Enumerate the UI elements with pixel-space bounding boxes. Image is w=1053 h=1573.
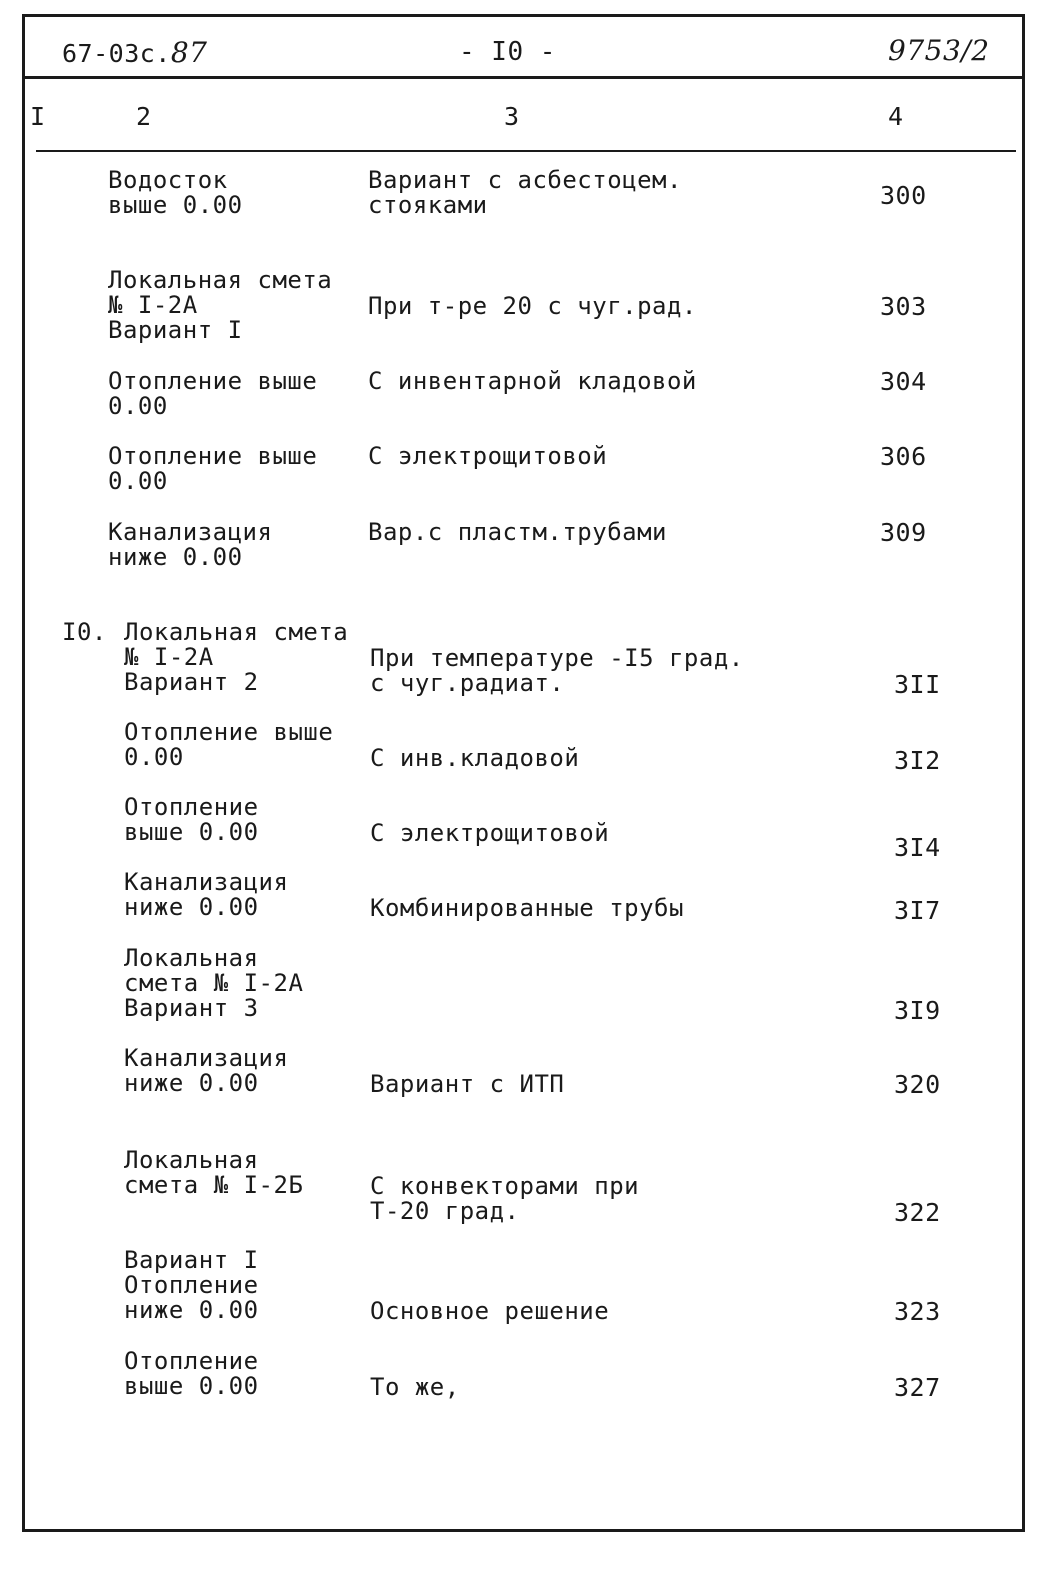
row-1-page: 300 (880, 181, 927, 210)
row-9-name: Канализация ниже 0.00 (124, 868, 289, 921)
row-2-name: Локальная смета № I-2А Вариант I (108, 266, 333, 344)
row-3-desc: С инвентарной кладовой (368, 367, 697, 395)
row-12-desc: С конвекторами при Т-20 град. (370, 1172, 640, 1225)
row-7-name: Отопление выше 0.00 (124, 718, 334, 771)
row-6-desc: При температуре -I5 град. с чуг.радиат. (370, 644, 744, 697)
row-3-page: 304 (880, 367, 927, 396)
row-4-page: 306 (880, 442, 927, 471)
row-8-page: 3I4 (894, 833, 941, 862)
row-11-name: Канализация ниже 0.00 (124, 1044, 289, 1097)
row-1-name: Водосток выше 0.00 (108, 166, 243, 219)
row-13-page: 323 (894, 1297, 941, 1326)
row-5-desc: Вар.с пластм.трубами (368, 518, 667, 546)
column-header-4: 4 (888, 102, 904, 131)
row-1-desc: Вариант с асбестоцем. стояками (368, 166, 682, 219)
row-14-desc: То же, (370, 1373, 460, 1401)
row-2-desc: При т-ре 20 с чуг.рад. (368, 292, 697, 320)
header-divider (22, 76, 1025, 79)
row-6-page: 3II (894, 670, 941, 699)
row-8-name: Отопление выше 0.00 (124, 793, 259, 846)
doc-code-handwritten: 87 (170, 36, 208, 69)
row-8-desc: С электрощитовой (370, 819, 610, 847)
doc-code: 67-03с.87 (62, 36, 208, 69)
row-7-desc: С инв.кладовой (370, 744, 580, 772)
row-6-name: Локальная смета № I-2А Вариант 2 (124, 618, 349, 696)
column-header-2: 2 (136, 102, 152, 131)
row-2-page: 303 (880, 292, 927, 321)
row-10-name: Локальная смета № I-2А Вариант 3 (124, 944, 304, 1022)
row-13-name: Вариант I Отопление ниже 0.00 (124, 1246, 259, 1324)
column-header-divider (36, 150, 1016, 152)
row-5-name: Канализация ниже 0.00 (108, 518, 273, 571)
row-4-name: Отопление выше 0.00 (108, 442, 318, 495)
row-5-page: 309 (880, 518, 927, 547)
row-11-page: 320 (894, 1070, 941, 1099)
row-3-name: Отопление выше 0.00 (108, 367, 318, 420)
row-4-desc: С электрощитовой (368, 442, 608, 470)
row-14-name: Отопление выше 0.00 (124, 1347, 259, 1400)
sheet-reference: 9753/2 (888, 34, 990, 67)
page-number: - I0 - (459, 37, 556, 67)
row-12-name: Локальная смета № I-2Б (124, 1146, 304, 1199)
row-10-page: 3I9 (894, 996, 941, 1025)
row-9-page: 3I7 (894, 896, 941, 925)
row-11-desc: Вариант с ИТП (370, 1070, 565, 1098)
row-14-page: 327 (894, 1373, 941, 1402)
column-header-3: 3 (504, 102, 520, 131)
row-7-page: 3I2 (894, 746, 941, 775)
row-12-page: 322 (894, 1198, 941, 1227)
column-header-1: I (30, 102, 46, 131)
row-9-desc: Комбинированные трубы (370, 894, 684, 922)
row-13-desc: Основное решение (370, 1297, 610, 1325)
row-6-number: I0. (62, 618, 107, 646)
